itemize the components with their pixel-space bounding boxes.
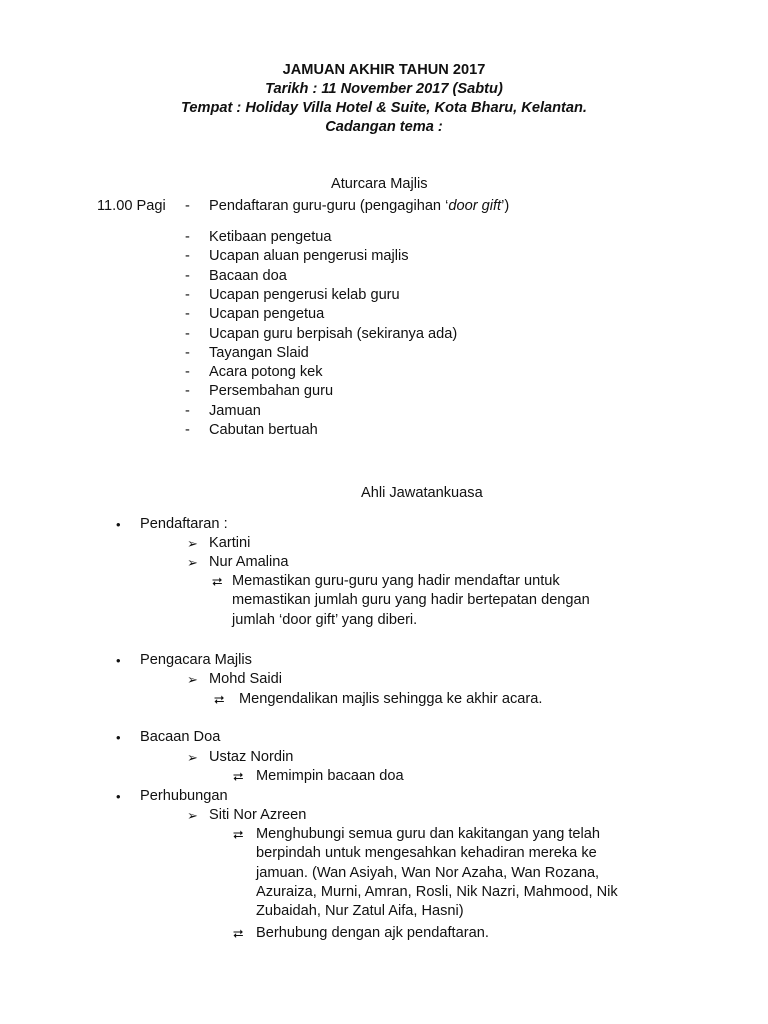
- program-item-dash: -: [185, 287, 190, 303]
- program-dash: -: [185, 198, 190, 214]
- program-item: Ucapan pengetua: [209, 306, 325, 322]
- duty-marker-icon: ⮂: [233, 827, 244, 842]
- arrow-icon: ➢: [187, 750, 198, 765]
- program-item: Ucapan pengerusi kelab guru: [209, 287, 400, 303]
- first-item-prefix: Pendaftaran guru-guru (pengagihan ‘: [209, 198, 449, 214]
- program-item: Ketibaan pengetua: [209, 229, 332, 245]
- program-item-dash: -: [185, 345, 190, 361]
- section-title: Perhubungan: [140, 788, 228, 804]
- theme-line: Cadangan tema :: [325, 119, 443, 135]
- program-item: Ucapan guru berpisah (sekiranya ada): [209, 326, 458, 342]
- program-item-dash: -: [185, 306, 190, 322]
- program-time: 11.00 Pagi: [97, 198, 166, 214]
- duty-text: memastikan jumlah guru yang hadir bertepatan dengan: [232, 592, 590, 608]
- program-item-dash: -: [185, 326, 190, 342]
- program-item-dash: -: [185, 364, 190, 380]
- program-first-item: [209, 197, 509, 216]
- program-item: Cabutan bertuah: [209, 422, 318, 438]
- bullet-icon: •: [116, 730, 121, 745]
- member-name: Mohd Saidi: [209, 671, 283, 687]
- duty-text: Zubaidah, Nur Zatul Aifa, Hasni): [256, 903, 464, 919]
- section-title: Bacaan Doa: [140, 729, 221, 745]
- duty-text: Memastikan guru-guru yang hadir mendaftar untuk: [232, 573, 560, 589]
- program-item: Tayangan Slaid: [209, 345, 309, 361]
- program-item-dash: -: [185, 422, 190, 438]
- program-item-dash: -: [185, 403, 190, 419]
- program-item-dash: -: [185, 383, 190, 399]
- program-item: Bacaan doa: [209, 268, 287, 284]
- program-item-dash: -: [185, 248, 190, 264]
- program-item-dash: -: [185, 229, 190, 245]
- duty-text: Azuraiza, Murni, Amran, Rosli, Nik Nazri, Mahmood, Nik: [256, 884, 618, 900]
- date-line: Tarikh : 11 November 2017 (Sabtu): [265, 81, 503, 97]
- duty-text: Memimpin bacaan doa: [256, 768, 404, 784]
- first-item-suffix: ’): [501, 198, 510, 214]
- venue-line: Tempat : Holiday Villa Hotel & Suite, Kota Bharu, Kelantan.: [181, 100, 587, 116]
- section-title: Pengacara Majlis: [140, 652, 252, 668]
- duty-text: jamuan. (Wan Asiyah, Wan Nor Azaha, Wan Rozana,: [256, 865, 600, 881]
- member-name: Kartini: [209, 535, 251, 551]
- duty-text: Mengendalikan majlis sehingga ke akhir acara.: [239, 691, 543, 707]
- duty-text: Berhubung dengan ajk pendaftaran.: [256, 925, 489, 941]
- duty-text: berpindah untuk mengesahkan kehadiran mereka ke: [256, 845, 597, 861]
- bullet-icon: •: [116, 653, 121, 668]
- duty-text: jumlah ‘door gift’ yang diberi.: [232, 612, 418, 628]
- section-title: Pendaftaran :: [140, 516, 228, 532]
- program-item: Acara potong kek: [209, 364, 323, 380]
- member-name: Ustaz Nordin: [209, 749, 294, 765]
- duty-marker-icon: ⮂: [233, 926, 244, 941]
- duty-marker-icon: ⮂: [212, 574, 223, 589]
- program-item-dash: -: [185, 268, 190, 284]
- arrow-icon: ➢: [187, 672, 198, 687]
- bullet-icon: •: [116, 789, 121, 804]
- document-title: JAMUAN AKHIR TAHUN 2017: [282, 62, 486, 78]
- program-item: Persembahan guru: [209, 383, 334, 399]
- arrow-icon: ➢: [187, 555, 198, 570]
- committee-heading: Ahli Jawatankuasa: [361, 485, 483, 501]
- member-name: Siti Nor Azreen: [209, 807, 307, 823]
- program-heading: Aturcara Majlis: [331, 176, 428, 192]
- program-item: Ucapan aluan pengerusi majlis: [209, 248, 409, 264]
- program-item: Jamuan: [209, 403, 261, 419]
- arrow-icon: ➢: [187, 536, 198, 551]
- duty-marker-icon: ⮂: [233, 769, 244, 784]
- duty-text: Menghubungi semua guru dan kakitangan yang telah: [256, 826, 601, 842]
- arrow-icon: ➢: [187, 808, 198, 823]
- bullet-icon: •: [116, 517, 121, 532]
- member-name: Nur Amalina: [209, 554, 289, 570]
- duty-marker-icon: ⮂: [214, 692, 225, 707]
- first-item-italic: door gift: [448, 198, 502, 214]
